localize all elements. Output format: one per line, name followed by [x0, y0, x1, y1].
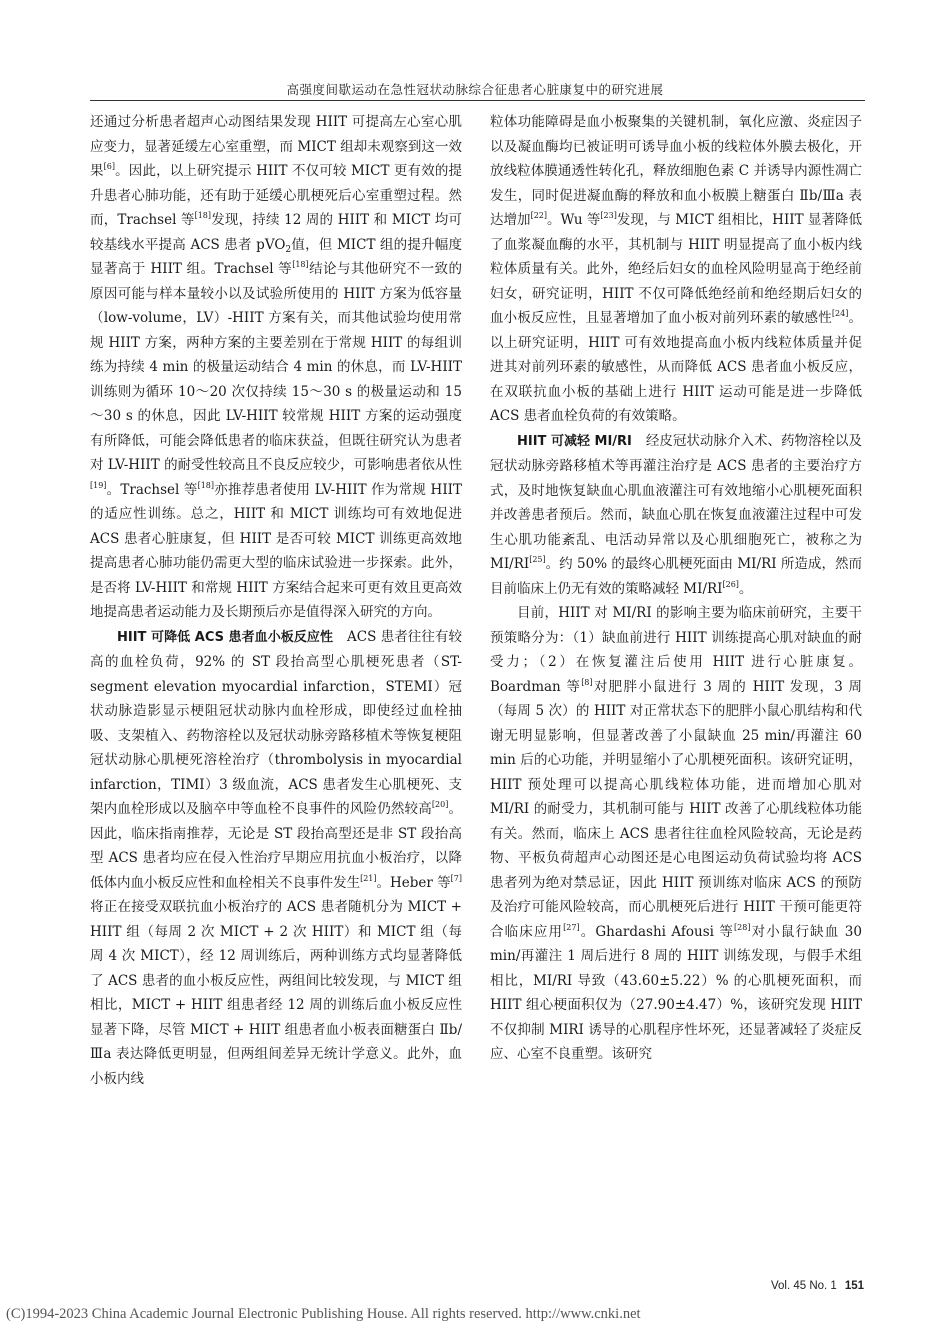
- citation-ref: [24]: [831, 309, 849, 318]
- left-column: [90, 110, 462, 1091]
- header-rule: [90, 100, 865, 101]
- citation-ref: [27]: [563, 922, 580, 932]
- paragraph-preclinical: 目前，HIIT 对 MI/RI 的影响主要为临床前研究，主要干预策略分为：（1）缺血前进行 HIIT 训练提高心肌对缺血的耐受力；（2）在恢复灌注后使用 HIIT 进行心脏康复。Boardman 等[8]对肥胖小鼠进行 3 周的 HIIT 发现，3 周（每周 5 次）的 HIIT 对正常状态下的肥胖小鼠心肌结构和代谢无明显影响，但显著改善了小鼠缺血 25 min/再灌注 60 min 后的心功能，并明显缩小了心肌梗死面积。该研究证明，HIIT 预处理可以提高心肌线粒体功能，进而增加心肌对 MI/RI 的耐受力，其机制可能与 HIIT 改善了心肌线粒体功能有关。然而，临床上 ACS 患者往往血栓风险较高，无论是药物、平板负荷超声心动图还是心电图运动负荷试验均将 ACS 患者列为绝对禁忌证，因此 HIIT 预训练对临床 ACS 的预防及治疗可能风险较高，而心肌梗死后进行 HIIT 干预可能更符合临床应用[27]。Ghardashi Afousi 等[28]对小鼠行缺血 30 min/再灌注 1 周后进行 8 周的 HIIT 训练发现，与假手术组相比，MI/RI 导致（43.60±5.22）% 的心肌梗死面积，而 HIIT 组心梗面积仅为（27.90±4.47）%，该研究发现 HIIT 不仅抑制 MIRI 诱导的心肌程序性坏死，还显著减轻了炎症反应、心室不良重塑。该研究: [490, 605, 863, 1062]
- paragraph-platelet: HIIT 可降低 ACS 患者血小板反应性 ACS 患者往往有较高的血栓负荷，92% 的 ST 段抬高型心肌梗死患者（ST-segment elevation myocardial infarction，STEMI）冠状动脉造影显示梗阻冠状动脉内血栓形成，即使经过血栓抽吸、支架植入、药物溶栓以及冠状动脉旁路移植术等恢复梗阻冠状动脉心肌梗死溶栓治疗（thrombolysis in myocardial infarction，TIMI）3 级血流，ACS 患者发生心肌梗死、支架内血栓形成以及脑卒中等血栓不良事件的风险仍然较高[20]。因此，临床指南推荐，无论是 ST 段抬高型还是非 ST 段抬高型 ACS 患者均应在侵入性治疗早期应用抗血小板治疗，以降低体内血小板反应性和血栓相关不良事件发生[21]。Heber 等[7]将正在接受双联抗血小板治疗的 ACS 患者随机分为 MICT + HIIT 组（每周 2 次 MICT + 2 次 HIIT）和 MICT 组（每周 4 次 MICT），经 12 周训练后，两种训练方式均显著降低了 ACS 患者的血小板反应性，两组间比较发现，与 MICT 组相比，MICT + HIIT 组患者经 12 周的训练后血小板反应性显著下降，尽管 MICT + HIIT 组患者血小板表面糖蛋白 Ⅱb/Ⅲa 表达降低更明显，但两组间差异无统计学意义。此外，血小板内线: [90, 628, 463, 1087]
- citation-ref: [23]: [600, 211, 617, 220]
- citation-ref: [19]: [90, 480, 107, 490]
- journal-issue: Vol. 45 No. 1: [770, 1280, 837, 1292]
- citation-ref: [22]: [530, 211, 547, 220]
- citation-ref: [7]: [450, 873, 462, 883]
- citation-ref: [18]: [194, 211, 211, 220]
- citation-ref: [25]: [529, 555, 546, 564]
- citation-ref: [21]: [360, 873, 377, 883]
- citation-ref: [8]: [581, 677, 593, 687]
- citation-ref: [18]: [292, 260, 309, 269]
- citation-ref: [18]: [197, 480, 215, 490]
- page-number: 151: [844, 1280, 864, 1292]
- subscript: 2: [285, 244, 292, 255]
- paragraph-body: 还通过分析患者超声心动图结果发现 HIIT 可提高左心室心肌应变力，显著延缓左心室重塑，而 MICT 组却未观察到这一效果[6]。因此，以上研究提示 HIIT 不仅可较 MICT 更有效的提升患者心肺功能，还有助于延缓心肌梗死后心室重塑过程。然而，Trachsel 等[18]发现，持续 12 周的 HIIT 和 MICT 均可较基线水平提高 ACS 患者 pVO$_2$值，但 MICT 组的提升幅度显著高于 HIIT 组。Trachsel 等[18]结论与其他研究不一致的原因可能与样本量较小以及试验所使用的 HIIT 方案为低容量（low-volume，LV）-HIIT 方案有关，而其他试验均使用常规 HIIT 方案，两种方案的主要差别在于常规 HIIT 的每组训练为持续 4 min 的极量运动结合 4 min 的休息，而 LV-HIIT 训练则为循环 10～20 次仅持续 15～30 s 的极量运动和 15～30 s 的休息，因此 LV-HIIT 较常规 HIIT 方案的运动强度有所降低，可能会降低患者的临床获益，但既往研究认为患者对 LV-HIIT 的耐受性较高且不良反应较少，可影响患者依从性[19]。Trachsel 等[18]亦推荐患者使用 LV-HIIT 作为常规 HIIT 的适应性训练。总之，HIIT 和 MICT 训练均可有效地促进 ACS 患者心脏康复，但 HIIT 是否可较 MICT 训练更高效地提高患者心肺功能仍需更大型的临床试验进一步探索。此外，是否将 LV-HIIT 和常规 HIIT 方案结合起来可更有效且更高效地提高患者运动能力及长期预后亦是值得深入研究的方向。: [90, 114, 463, 620]
- citation-ref: [26]: [722, 579, 739, 589]
- running-header: 高强度间歇运动在急性冠状动脉综合征患者心脏康复中的研究进展: [286, 82, 664, 97]
- citation-ref: [6]: [103, 162, 115, 171]
- section-heading: HIIT 可减轻 MI/RI: [517, 433, 632, 449]
- right-column: [490, 110, 862, 1067]
- paragraph-mi-ri: HIIT 可减轻 MI/RI 经皮冠状动脉介入术、药物溶栓以及冠状动脉旁路移植术等再灌注治疗是 ACS 患者的主要治疗方式，及时地恢复缺血心肌血液灌注可有效地缩小心肌梗死面积并改善患者预后。然而，缺血心肌在恢复血液灌注过程中可发生心肌功能紊乱、电活动异常以及心肌细胞死亡，被称之为 MI/RI[25]。约 50% 的最终心肌梗死面由 MI/RI 所造成，然而目前临床上仍无有效的策略减轻 MI/RI[26]。: [490, 432, 863, 597]
- paragraph-body: 粒体功能障碍是血小板聚集的关键机制，氧化应激、炎症因子以及凝血酶均已被证明可诱导血小板的线粒体外膜去极化，开放线粒体膜通透性转化孔，释放细胞色素 C 并诱导内源性凋亡发生，同时促进凝血酶的释放和血小板膜上糖蛋白 Ⅱb/Ⅲa 表达增加[22]。Wu 等[23]发现，与 MICT 组相比，HIIT 显著降低了血浆凝血酶的水平，其机制与 HIIT 明显提高了血小板内线粒体质量有关。此外，绝经后妇女的血栓风险明显高于绝经前妇女，研究证明，HIIT 不仅可降低绝经前和绝经期后妇女的血小板反应性，且显著增加了血小板对前列环素的敏感性[24]。以上研究证明，HIIT 可有效地提高血小板内线粒体质量并促进其对前列环素的敏感性，从而降低 ACS 患者血小板反应，在双联抗血小板的基础上进行 HIIT 运动可能是进一步降低 ACS 患者血栓负荷的有效策略。: [490, 114, 863, 424]
- page-footer: [771, 1280, 864, 1292]
- copyright-watermark: (C)1994-2023 China Academic Journal Electronic Publishing House. All rights reserved. http://www.cnki.net: [6, 1306, 641, 1322]
- section-heading: HIIT 可降低 ACS 患者血小板反应性: [117, 629, 334, 645]
- citation-ref: [28]: [734, 922, 751, 932]
- citation-ref: [20]: [431, 800, 449, 809]
